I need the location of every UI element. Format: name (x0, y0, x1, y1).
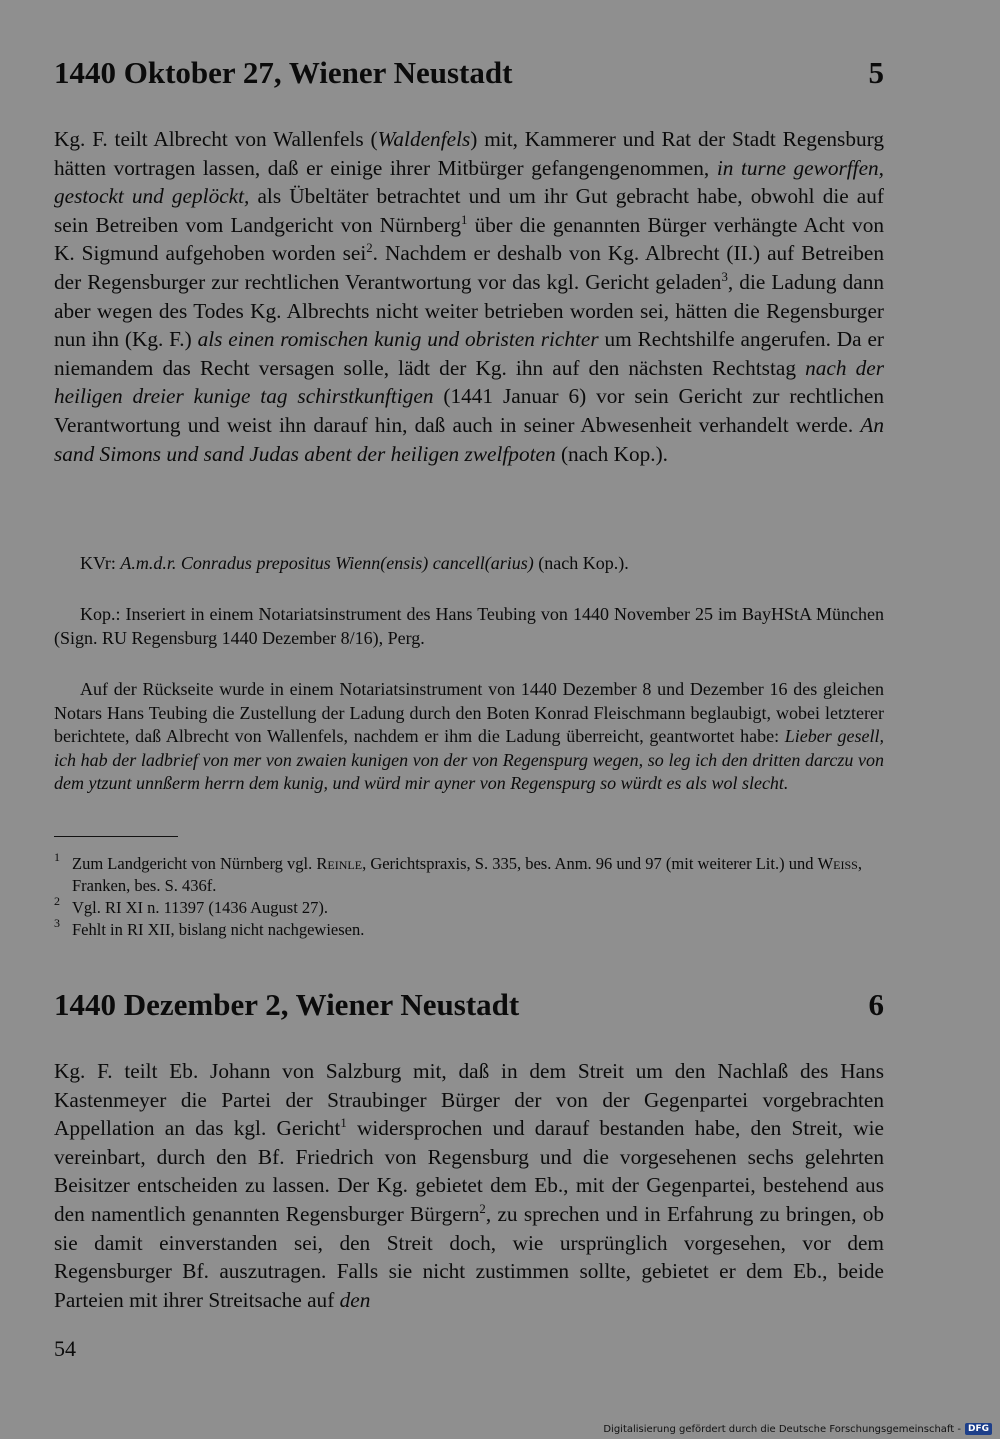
footnote-2 (54, 894, 884, 919)
text-run: Kop.: Inseriert in einem Notariatsinstrument des Hans Teubing von 1440 November 25 im BayHStA München (Sign. RU Regensburg 1440 Dezember 8/16), Perg. (54, 604, 884, 648)
text-run: , Franken, bes. S. 436f. (72, 854, 862, 895)
text-run: um Rechtshilfe angerufen. Da er niemandem das Recht versagen solle, lädt der Kg. ihn auf den nächsten Rechtstag (54, 327, 884, 380)
dorsal-note (54, 678, 884, 796)
footnote-1 (54, 850, 884, 896)
text-run: als Übeltäter betrachtet und um ihr Gut gebracht habe, obwohl die auf sein Betreiben vom Landgericht von Nürnberg (54, 184, 884, 237)
text-run: Fehlt in RI XII, bislang nicht nachgewiesen. (72, 920, 365, 939)
footnote-3 (54, 916, 884, 941)
text-run: , die Ladung dann aber wegen des Todes Kg. Albrechts nicht weiter betrieben worden sei, hätten die Regensburger nun ihn (Kg. F.) (54, 269, 884, 352)
text-run: KVr: (80, 553, 121, 573)
author-name: Reinle (316, 854, 363, 873)
footer-credit (603, 1423, 992, 1435)
entry-number: 6 (868, 987, 884, 1022)
quoted-source-text: Waldenfels (377, 127, 471, 151)
quoted-source-text: als einen romischen kunig und obristen richter (197, 327, 599, 352)
regest-text (54, 125, 884, 468)
copy-note (54, 603, 884, 650)
text-run: über die genannten Bürger verhängte Acht von K. Sigmund aufgehoben worden sei (54, 212, 884, 266)
quoted-source-text: An sand Simons und sand Judas abent der heiligen zwelfpoten (54, 412, 884, 466)
text-run: ) mit, Kammerer und Rat der Stadt Regensburg hätten vortragen lassen, daß er einige ihrer Mitbürger gefangengenommen, (54, 127, 884, 180)
text-run: . Nachdem er deshalb von Kg. Albrecht (II.) auf Betreiben der Regensburger zur rechtlichen Verantwortung vor das kgl. Gericht geladen (54, 241, 884, 294)
text-run: , Gerichtspraxis, S. 335, bes. Anm. 96 und 97 (mit weiterer Lit.) und (362, 854, 818, 873)
dfg-logo-icon: DFG (965, 1423, 992, 1435)
text-run: (nach Kop.). (533, 553, 629, 573)
text-run: Vgl. RI XI n. 11397 (1436 August 27). (72, 898, 329, 917)
text-run: Auf der Rückseite wurde in einem Notariatsinstrument von 1440 Dezember 8 und Dezember 16 des gleichen Notars Hans Teubing die Zustellung der Ladung durch den Boten Konrad Fleischmann beglaubigt, wobei letzterer berichtete, daß Albrecht von Wallenfels, nachdem er ihm die Ladung überreicht, geantwortet habe: (54, 679, 884, 746)
page-number: 54 (54, 1336, 76, 1361)
quoted-source-text: in turne geworffen, gestockt und geplöckt, (54, 155, 885, 209)
footnote-marker: 3 (54, 916, 60, 930)
quoted-source-text: Lieber gesell, ich hab der ladbrief von mer von zwaien kunigen von der von Regenspurg wegen, so leg ich den dritten darczu von dem ytzunt unnßerm herrn dem kunig, und würd mir ayner von Regenspurg so würdt es als wol slecht. (54, 726, 884, 793)
footnote-divider (54, 836, 178, 837)
entry-date-place: 1440 Oktober 27, Wiener Neustadt (54, 55, 513, 90)
text-run: (1441 Januar 6) vor sein Gericht zur rechtlichen Verantwortung und weist ihn darauf hin, daß auch in seiner Abwesenheit verhandelt werde. (54, 384, 885, 437)
quoted-source-text: nach der heiligen dreier kunige tag schirstkunftigen (54, 355, 884, 409)
quoted-source-text: A.m.d.r. Conradus prepositus Wienn(ensis) cancell(arius) (120, 553, 534, 573)
entry-heading-6 (54, 987, 884, 1023)
footnote-ref: 2 (366, 241, 373, 256)
text-run: Kg. F. teilt Albrecht von Wallenfels ( (54, 127, 378, 151)
footnote-marker: 2 (54, 894, 60, 908)
text-run: widersprochen und darauf bestanden habe, den Streit, wie vereinbart, durch den Bf. Friedrich von Regensburg und die vorgesehenen sechs gelehrten Beisitzer entscheiden zu lassen. Der Kg. gebietet dem Eb., mit der Gegenpartei, bestehend aus den namentlich genannten Regensburger Bürgern (54, 1116, 884, 1226)
entry-heading-5 (54, 55, 884, 91)
text-run: (nach Kop.). (555, 441, 668, 466)
entry-number: 5 (868, 55, 884, 90)
regest-text (54, 1057, 884, 1314)
footnote-ref: 1 (340, 1116, 347, 1131)
entry-date-place: 1440 Dezember 2, Wiener Neustadt (54, 987, 520, 1022)
quoted-source-text: den (339, 1287, 371, 1312)
author-name: Weiss (817, 854, 858, 873)
footnote-marker: 1 (54, 850, 60, 864)
footnote-ref: 3 (721, 269, 728, 284)
text-run: Kg. F. teilt Eb. Johann von Salzburg mit, daß in dem Streit um den Nachlaß des Hans Kastenmeyer die Partei der Straubinger Bürger der von der Gegenpartei vorgebrachten Appellation an das kgl. Gericht (54, 1059, 884, 1141)
text-run: Zum Landgericht von Nürnberg vgl. (72, 854, 317, 873)
text-run: , zu sprechen und in Erfahrung zu bringen, ob sie damit einverstanden sei, den Streit doch, wie ursprünglich vorgesehen, vor dem Regensburger Bf. auszutragen. Falls sie nicht zustimmen sollte, gebietet er dem Eb., beide Parteien mit ihrer Streitsache auf (54, 1201, 884, 1312)
footnote-ref: 1 (460, 212, 468, 227)
footnote-ref: 2 (479, 1201, 486, 1216)
chancery-note (54, 552, 884, 576)
footer-text: Digitalisierung gefördert durch die Deutsche Forschungsgemeinschaft - (603, 1423, 961, 1435)
